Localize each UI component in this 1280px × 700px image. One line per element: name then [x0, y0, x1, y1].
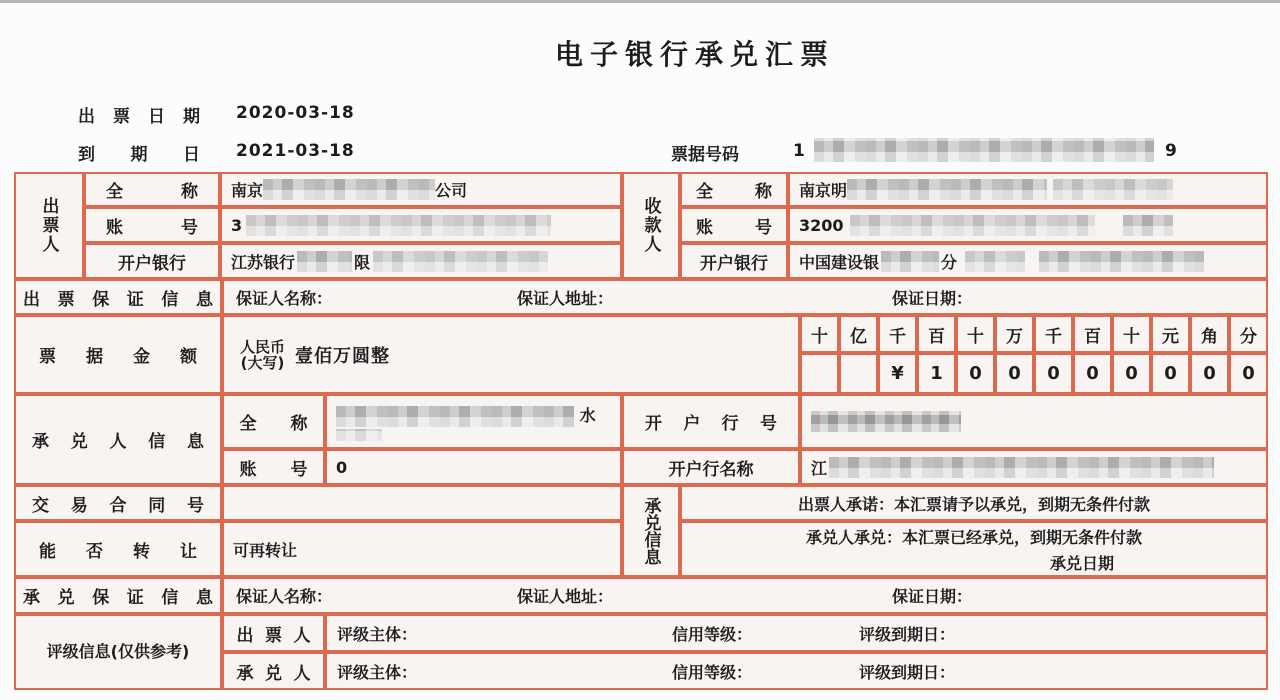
acceptor-name-label: 全称 — [222, 394, 325, 449]
issue-date-value: 2020-03-18 — [236, 103, 355, 123]
rating-grade-label: 信用等级： — [672, 662, 753, 682]
guarantor-addr-label: 保证人地址： — [517, 288, 614, 308]
digit-cell-currency-sign: ¥ — [878, 353, 917, 394]
digit-cell: 0 — [995, 353, 1034, 394]
accept-date-label: 承兑日期 — [1050, 553, 1115, 573]
rating-expiry-label: 评级到期日： — [859, 624, 956, 644]
window-top-edge — [0, 0, 1280, 3]
digit-cell: 0 — [1034, 353, 1073, 394]
digit-header: 万 — [995, 315, 1034, 353]
rating-section-label: 评级信息(仅供参考) — [14, 614, 222, 690]
redaction — [850, 215, 1095, 236]
accept-guarantee-fields — [222, 577, 1268, 614]
rating-acceptor-label: 承兑人 — [222, 652, 325, 690]
acceptor-bank-name-value: 江 — [800, 449, 1268, 485]
amount-words-cell — [222, 315, 800, 394]
bill-title: 电子银行承兑汇票 — [554, 38, 836, 71]
digit-header: 百 — [917, 315, 956, 353]
issue-guarantee-label: 出票保证信息 — [14, 279, 222, 315]
digit-cell: 1 — [917, 353, 956, 394]
bill-table — [14, 172, 1268, 690]
redaction — [965, 251, 1025, 272]
digit-header: 十 — [1112, 315, 1151, 353]
redaction — [811, 411, 961, 432]
digit-header: 千 — [878, 315, 917, 353]
acceptor-accept-text: 承兑人承兑：本汇票已经承兑，到期无条件付款 承兑日期 — [680, 521, 1268, 577]
guarantor-name-label: 保证人名称： — [236, 288, 333, 308]
drawer-promise-text: 出票人承诺：本汇票请予以承兑，到期无条件付款 — [680, 485, 1268, 521]
acceptance-section-label: 承兑信息 — [622, 485, 680, 577]
digit-header: 十 — [956, 315, 995, 353]
guarantee-date-label: 保证日期： — [892, 288, 973, 308]
drawer-bank-value: 江苏银行 限 — [220, 243, 622, 279]
acceptor-section-label: 承兑人信息 — [14, 394, 222, 485]
transferable-value: 可再转让 — [222, 521, 622, 577]
amount-in-words: 壹佰万圆整 — [295, 345, 391, 367]
digit-header: 千 — [1034, 315, 1073, 353]
currency-caption: 人民币 (大写) — [240, 337, 286, 372]
digit-cell: 0 — [1190, 353, 1229, 394]
rating-subject-label: 评级主体： — [337, 662, 418, 682]
guarantor-name-label: 保证人名称： — [236, 587, 333, 606]
issue-date-label: 出票日期 — [78, 107, 200, 127]
transferable-label: 能否转让 — [14, 521, 222, 577]
redaction — [881, 251, 939, 272]
acceptor-account-label: 账号 — [222, 449, 325, 485]
redaction — [1123, 215, 1173, 236]
amount-label: 票据金额 — [14, 315, 222, 394]
payee-bank-label: 开户银行 — [680, 243, 788, 279]
rating-expiry-label: 评级到期日： — [859, 662, 956, 682]
payee-account-label: 账号 — [680, 207, 788, 243]
payee-name-label: 全称 — [680, 172, 788, 207]
digit-header: 亿 — [839, 315, 878, 353]
digit-header: 分 — [1229, 315, 1268, 353]
bill-number-prefix: 1 — [793, 141, 806, 161]
redaction — [336, 429, 382, 441]
payee-account-value: 3200 — [788, 207, 1268, 243]
digit-cell: 0 — [1112, 353, 1151, 394]
contract-no-label: 交易合同号 — [14, 485, 222, 521]
payee-name-value: 南京明 — [788, 172, 1268, 207]
guarantor-addr-label: 保证人地址： — [517, 587, 614, 606]
bill-number-label: 票据号码 — [671, 145, 739, 165]
acceptor-bank-no-label: 开户行号 — [622, 394, 800, 449]
drawer-account-value: 3 — [220, 207, 622, 243]
redaction — [829, 457, 1214, 478]
due-date-value: 2021-03-18 — [236, 141, 355, 161]
acceptor-bank-name-label: 开户行名称 — [622, 449, 800, 485]
payee-bank-value: 中国建设银 分 — [788, 243, 1268, 279]
rating-acceptor-fields — [325, 652, 1268, 690]
rating-grade-label: 信用等级： — [672, 624, 753, 644]
rating-drawer-fields — [325, 614, 1268, 652]
drawer-name-label: 全称 — [84, 172, 220, 207]
drawer-section-label: 出票人 — [14, 172, 84, 279]
contract-no-value — [222, 485, 622, 521]
redaction — [373, 251, 548, 272]
redaction — [263, 179, 435, 200]
digit-cell: 0 — [956, 353, 995, 394]
payee-section-label: 收款人 — [622, 172, 680, 279]
digit-header: 元 — [1151, 315, 1190, 353]
redaction — [847, 179, 1047, 200]
digit-cell: 0 — [1073, 353, 1112, 394]
redaction — [246, 215, 551, 236]
digit-header: 百 — [1073, 315, 1112, 353]
digit-cell — [800, 353, 839, 394]
digit-cell: 0 — [1229, 353, 1268, 394]
bill-number-suffix: 9 — [1165, 141, 1178, 161]
digit-cell: 0 — [1151, 353, 1190, 394]
issue-guarantee-fields — [222, 279, 1268, 315]
digit-header: 十 — [800, 315, 839, 353]
acceptor-bank-no-value — [800, 394, 1268, 449]
bill-number-redaction — [814, 138, 1154, 162]
redaction — [336, 406, 574, 427]
acceptor-name-value: 水 — [325, 394, 622, 449]
redaction — [297, 251, 352, 272]
digit-header: 角 — [1190, 315, 1229, 353]
drawer-name-value: 南京 公司 — [220, 172, 622, 207]
rating-subject-label: 评级主体： — [337, 624, 418, 644]
redaction — [1053, 179, 1173, 200]
redaction — [1039, 251, 1204, 272]
acceptor-account-value: 0 — [325, 449, 622, 485]
rating-drawer-label: 出票人 — [222, 614, 325, 652]
drawer-bank-label: 开户银行 — [84, 243, 220, 279]
digit-cell — [839, 353, 878, 394]
due-date-label: 到期日 — [78, 145, 200, 165]
accept-guarantee-label: 承兑保证信息 — [14, 577, 222, 614]
drawer-account-label: 账号 — [84, 207, 220, 243]
guarantee-date-label: 保证日期： — [892, 587, 973, 606]
